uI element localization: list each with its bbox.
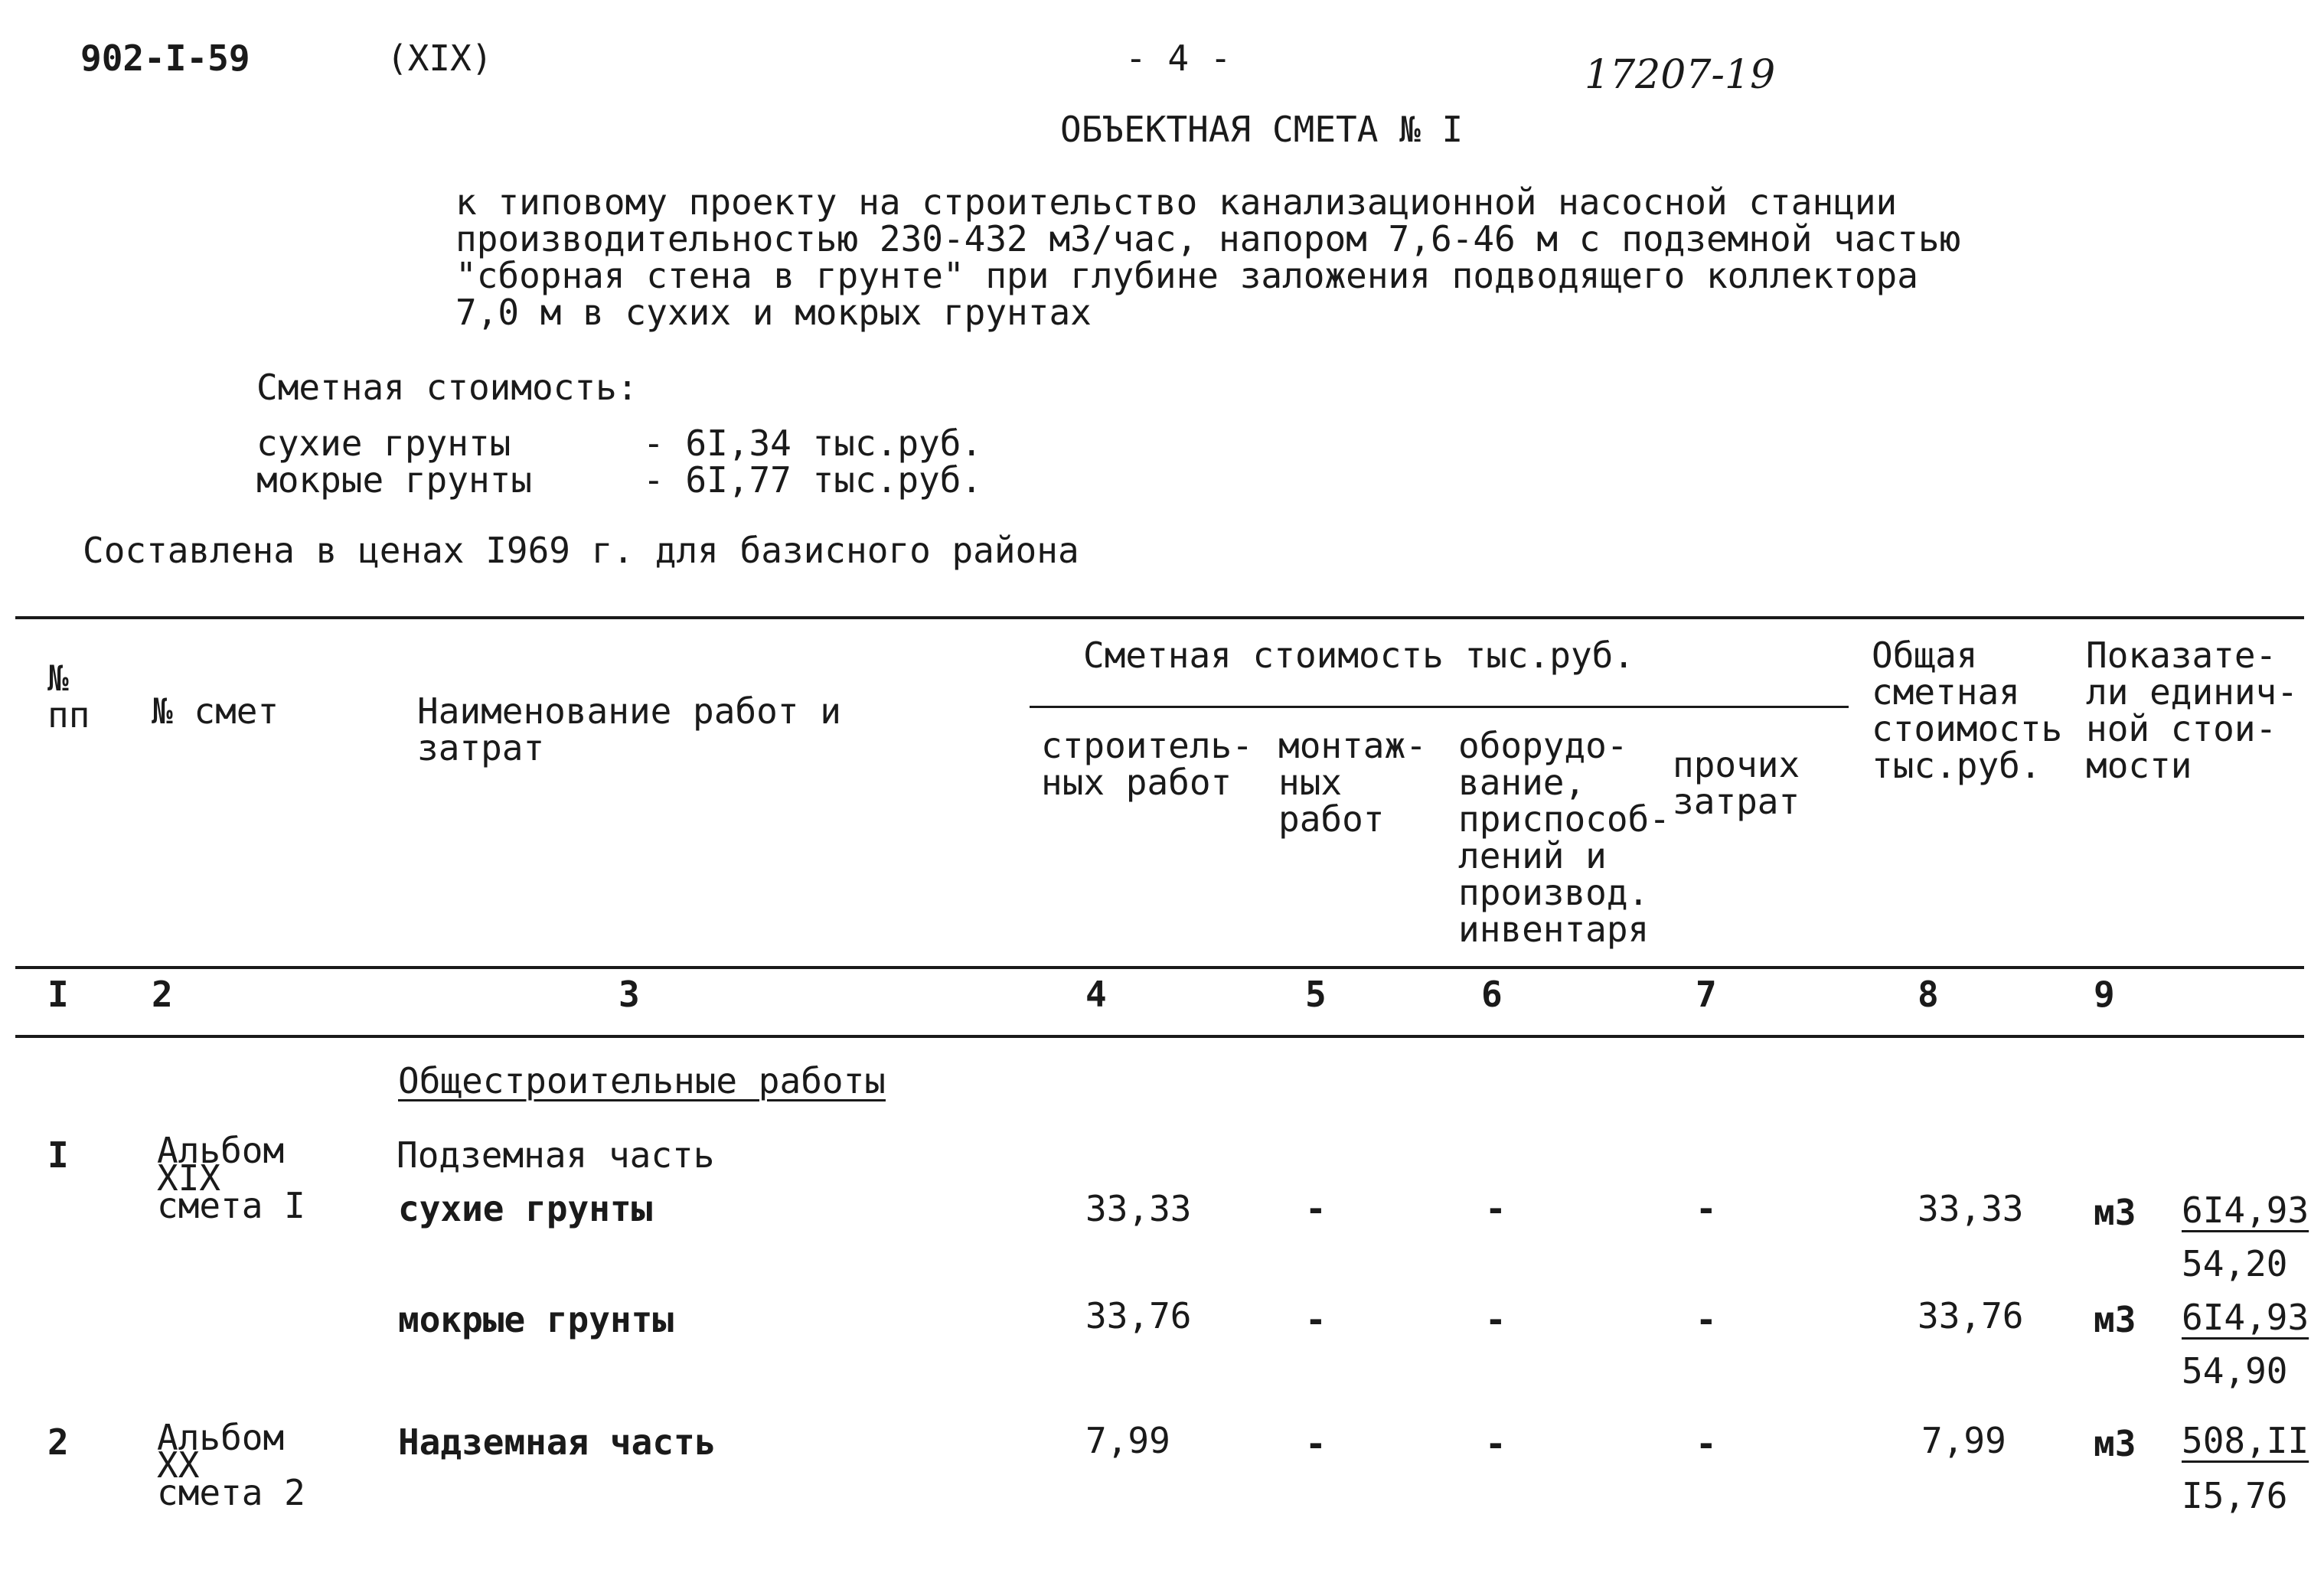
column-number: I xyxy=(47,974,69,1015)
column-number: 9 xyxy=(2094,974,2115,1015)
subtitle-line: 7,0 м в сухих и мокрых грунтах xyxy=(455,292,1092,333)
subrow-name: мокрые грунты xyxy=(398,1299,674,1340)
subrow-name: сухие грунты xyxy=(398,1188,653,1229)
column-number: 3 xyxy=(619,974,640,1015)
header-col-2: № смет xyxy=(152,690,279,732)
handwritten-number: 17207-19 xyxy=(1585,52,1776,98)
cell-total: 33,33 xyxy=(1918,1188,2024,1229)
column-number: 2 xyxy=(152,974,173,1015)
cell-total: 33,76 xyxy=(1918,1295,2024,1336)
cell-indicator-top: 6I4,93 xyxy=(2182,1190,2309,1231)
cell-indicator-bottom: I5,76 xyxy=(2182,1475,2288,1516)
cell-other: - xyxy=(1696,1423,1717,1464)
header-col-5: монтаж- ных работ xyxy=(1278,725,1427,840)
header-col-9: Показате- ли единич- ной стои- мости xyxy=(2086,635,2298,786)
header-col-7: прочих затрат xyxy=(1673,744,1800,822)
row-smeta-ref: Альбом XX смета 2 xyxy=(157,1417,305,1513)
column-number: 5 xyxy=(1305,974,1327,1015)
header-group-cost: Сметная стоимость тыс.руб. xyxy=(1083,635,1635,676)
column-numbers-rule xyxy=(15,1035,2304,1038)
cell-equipment: - xyxy=(1485,1423,1506,1464)
cost-dry-name: сухие грунты xyxy=(256,423,511,464)
column-number: 6 xyxy=(1481,974,1503,1015)
cell-equipment: - xyxy=(1485,1188,1506,1229)
cell-construction: 7,99 xyxy=(1085,1420,1170,1461)
album-number: (XIX) xyxy=(387,38,493,79)
row-name: Подземная часть xyxy=(397,1134,715,1176)
cell-indicator-bottom: 54,90 xyxy=(2182,1350,2288,1392)
cell-indicator-top: 6I4,93 xyxy=(2182,1297,2309,1338)
cell-unit: м3 xyxy=(2094,1423,2136,1464)
cell-installation: - xyxy=(1305,1423,1327,1464)
header-col-6: оборудо- вание, приспособ- лений и производ. инвентаря xyxy=(1458,725,1670,950)
column-number: 4 xyxy=(1085,974,1107,1015)
cell-installation: - xyxy=(1305,1188,1327,1229)
cell-other: - xyxy=(1696,1299,1717,1340)
header-col-1: № пп xyxy=(47,658,90,736)
header-col-4: строитель- ных работ xyxy=(1041,725,1253,803)
header-bottom-rule xyxy=(15,966,2304,969)
cost-label: Сметная стоимость: xyxy=(256,367,638,408)
cell-indicator-top: 508,II xyxy=(2182,1420,2309,1461)
subtitle-line: "сборная стена в грунте" при глубине заложения подводящего коллектора xyxy=(455,255,1918,296)
table-top-rule xyxy=(15,616,2304,619)
header-col-3: Наименование работ и затрат xyxy=(417,690,841,769)
cell-construction: 33,33 xyxy=(1085,1188,1192,1229)
cell-other: - xyxy=(1696,1188,1717,1229)
cell-unit: м3 xyxy=(2094,1192,2136,1233)
cell-installation: - xyxy=(1305,1299,1327,1340)
cell-total: 7,99 xyxy=(1921,1420,2006,1461)
header-col-8: Общая сметная стоимость тыс.руб. xyxy=(1872,635,2063,786)
document-code: 902-I-59 xyxy=(80,38,250,79)
subtitle xyxy=(455,181,1961,333)
column-number: 8 xyxy=(1918,974,1939,1015)
column-number: 7 xyxy=(1696,974,1717,1015)
section-title: Общестроительные работы xyxy=(398,1060,886,1101)
row-number: I xyxy=(47,1134,69,1176)
subtitle-line: к типовому проекту на строительство канализационной насосной станции xyxy=(455,181,1898,223)
cell-indicator-bottom: 54,20 xyxy=(2182,1243,2288,1284)
prices-note: Составлена в ценах I969 г. для базисного района xyxy=(83,530,1079,571)
cost-wet-value: - 6I,77 тыс.руб. xyxy=(643,459,983,501)
row-name: Надземная часть xyxy=(398,1421,716,1463)
row-smeta-ref: Альбом XIX смета I xyxy=(157,1130,305,1226)
document-title: ОБЪЕКТНАЯ СМЕТА № I xyxy=(1060,109,1464,150)
row-number: 2 xyxy=(47,1421,69,1463)
cell-construction: 33,76 xyxy=(1085,1295,1192,1336)
cell-equipment: - xyxy=(1485,1299,1506,1340)
subtitle-line: производительностью 230-432 м3/час, напором 7,6-46 м с подземной частью xyxy=(455,218,1961,259)
cost-dry-value: - 6I,34 тыс.руб. xyxy=(643,423,983,464)
page-number: - 4 - xyxy=(1125,38,1232,79)
cost-wet-name: мокрые грунты xyxy=(256,459,533,501)
group-header-rule xyxy=(1030,706,1849,708)
cell-unit: м3 xyxy=(2094,1299,2136,1340)
